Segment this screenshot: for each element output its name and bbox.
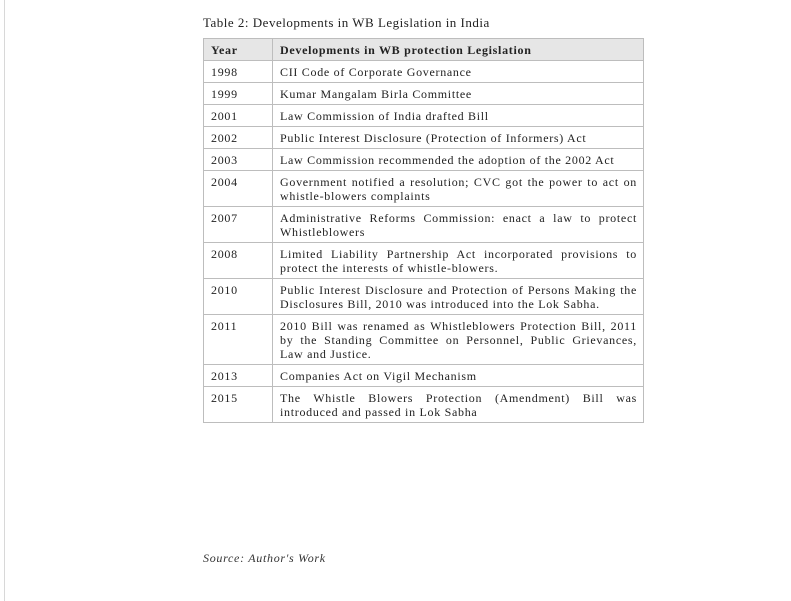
table-row bbox=[204, 279, 644, 315]
row-development: Government notified a resolution; CVC got the power to act on whistle-blowers complaints bbox=[273, 171, 644, 207]
table-row bbox=[204, 387, 644, 423]
table-source: Source: Author's Work bbox=[203, 551, 326, 565]
header-year: Year bbox=[204, 39, 273, 61]
row-development: Companies Act on Vigil Mechanism bbox=[273, 365, 644, 387]
table-caption: Table 2: Developments in WB Legislation in India bbox=[203, 15, 490, 30]
table-row bbox=[204, 171, 644, 207]
row-year: 2015 bbox=[204, 387, 273, 423]
table-row bbox=[204, 127, 644, 149]
page-edge-divider bbox=[4, 0, 5, 601]
table-row bbox=[204, 365, 644, 387]
table-row bbox=[204, 61, 644, 83]
row-year: 2008 bbox=[204, 243, 273, 279]
row-development: Kumar Mangalam Birla Committee bbox=[273, 83, 644, 105]
row-development: Limited Liability Partnership Act incorporated provisions to protect the interests of whistle-blowers. bbox=[273, 243, 644, 279]
legislation-table bbox=[203, 38, 644, 423]
row-development: Law Commission recommended the adoption of the 2002 Act bbox=[273, 149, 644, 171]
table-header-row bbox=[204, 39, 644, 61]
row-year: 2001 bbox=[204, 105, 273, 127]
row-development: CII Code of Corporate Governance bbox=[273, 61, 644, 83]
table-row bbox=[204, 105, 644, 127]
row-development: 2010 Bill was renamed as Whistleblowers Protection Bill, 2011 by the Standing Committee on Personnel, Public Grievances, Law and Justice. bbox=[273, 315, 644, 365]
row-year: 2013 bbox=[204, 365, 273, 387]
row-year: 2007 bbox=[204, 207, 273, 243]
row-year: 2004 bbox=[204, 171, 273, 207]
table-row bbox=[204, 207, 644, 243]
row-year: 2011 bbox=[204, 315, 273, 365]
table-row bbox=[204, 83, 644, 105]
row-development: Public Interest Disclosure and Protection of Persons Making the Disclosures Bill, 2010 was introduced into the Lok Sabha. bbox=[273, 279, 644, 315]
table-row bbox=[204, 315, 644, 365]
table-row bbox=[204, 149, 644, 171]
row-development: The Whistle Blowers Protection (Amendment) Bill was introduced and passed in Lok Sabha bbox=[273, 387, 644, 423]
row-development: Public Interest Disclosure (Protection of Informers) Act bbox=[273, 127, 644, 149]
row-year: 2002 bbox=[204, 127, 273, 149]
row-year: 1999 bbox=[204, 83, 273, 105]
row-development: Administrative Reforms Commission: enact a law to protect Whistleblowers bbox=[273, 207, 644, 243]
row-year: 2010 bbox=[204, 279, 273, 315]
row-development: Law Commission of India drafted Bill bbox=[273, 105, 644, 127]
row-year: 2003 bbox=[204, 149, 273, 171]
table-row bbox=[204, 243, 644, 279]
row-year: 1998 bbox=[204, 61, 273, 83]
header-developments: Developments in WB protection Legislation bbox=[273, 39, 644, 61]
